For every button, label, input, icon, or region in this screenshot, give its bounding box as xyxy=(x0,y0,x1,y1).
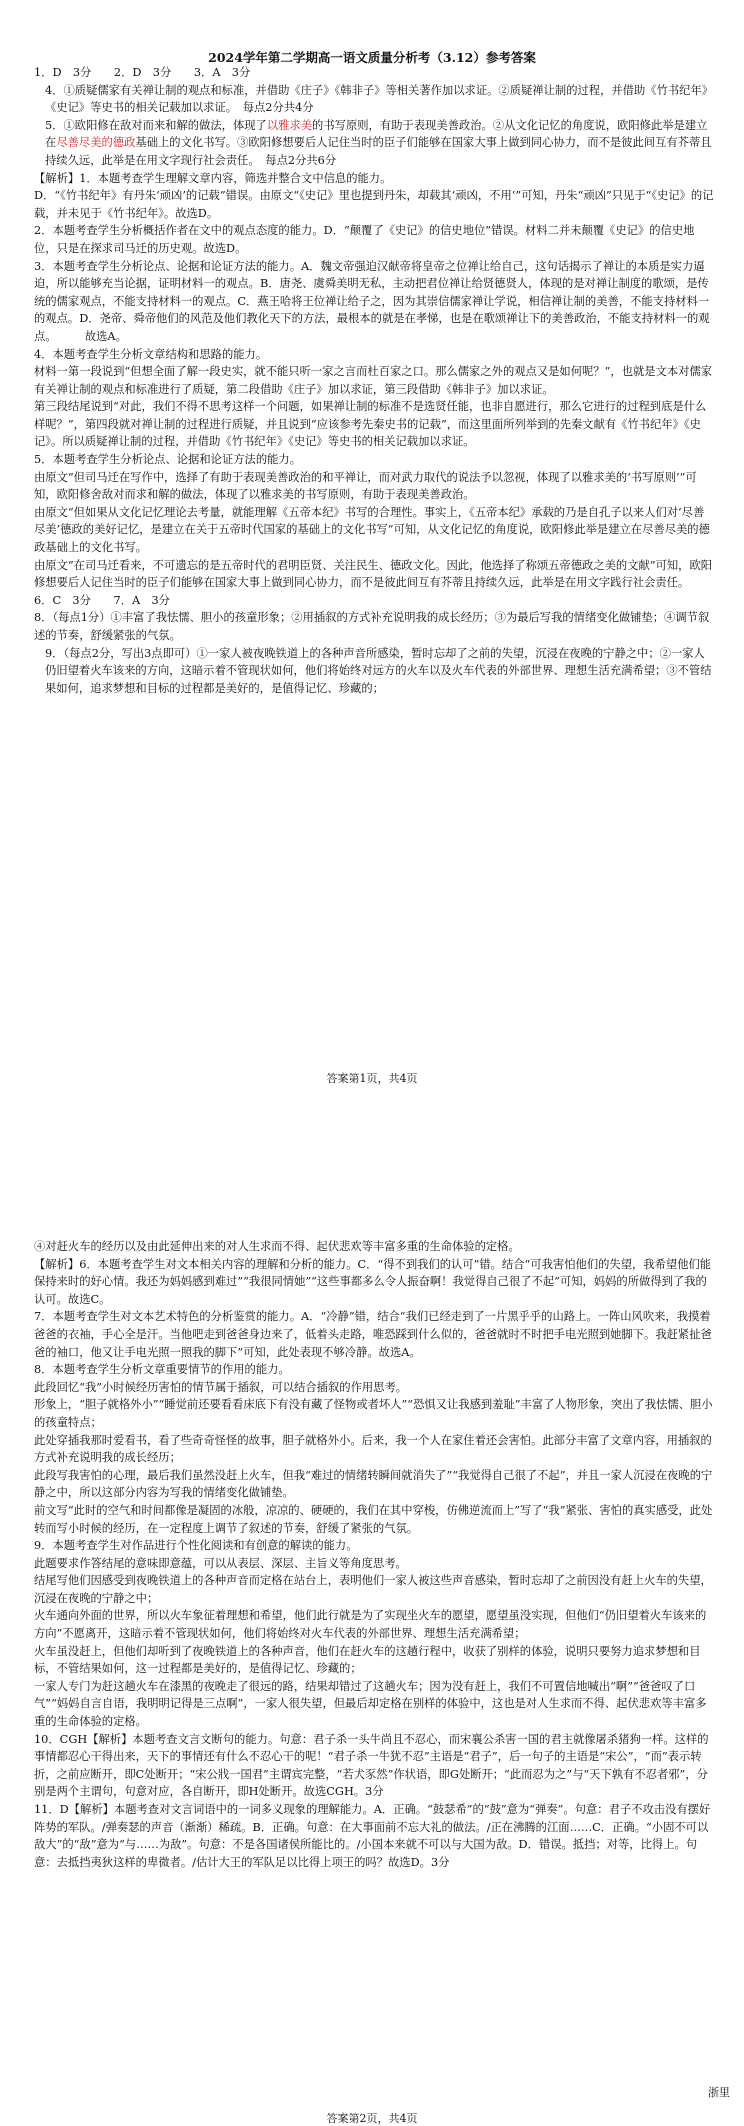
page-1-content xyxy=(34,64,714,697)
page-footer: 答案第1页，共4页 xyxy=(326,1072,418,1085)
analysis-paragraph: 形象上，“胆子就格外小”“睡觉前还要看看床底下有没有藏了怪物或者坏人”“恐惧又让我感到羞耻”丰富了人物形象，突出了我怯懦、胆小的孩童特点； xyxy=(34,1398,713,1429)
analysis-paragraph: 火车通向外面的世界，所以火车象征着理想和希望，他们此行就是为了实现坐火车的愿望，愿望虽没实现，但他们“仍旧望着火车该来的方向”不愿离开，这暗示着不管现状如何，他们将始终对火车代表的外部世界、理想生活充满希望； xyxy=(34,1609,707,1641)
answer-page-2 xyxy=(0,1100,744,2125)
analysis-paragraph: 由原文“在司马迁看来，不可遗忘的是五帝时代的君明臣贤、关注民生、德政文化。因此，他选择了称颂五帝德政之美的文献”可知，欧阳修想要后人记住当时的臣子们能够在国家大事上做到同心协力，而不是彼此间互有芥蒂且持续久远，此举是在用文字践行社会责任。 xyxy=(34,558,713,590)
analysis-paragraph: 此处穿插我那时爱看书，看了些奇奇怪怪的故事，胆子就格外小。后来，我一个人在家住着还会害怕。此部分丰富了文章内容，用插叙的方式补充说明我的成长经历； xyxy=(34,1433,712,1465)
answer-line: 1．D 3分 2．D 3分 3．A 3分 xyxy=(34,66,251,79)
analysis-heading: 【解析】1．本题考查学生理解文章内容，筛选并整合文中信息的能力。 xyxy=(34,171,392,185)
analysis-paragraph: 9．本题考查学生对作品进行个性化阅读和有创意的解读的能力。 xyxy=(34,1539,358,1553)
analysis-paragraph: 7．本题考查学生对文本艺术特色的分析鉴赏的能力。A．“冷静”错，结合“我们已经走到了一片黑乎乎的山路上。一阵山风吹来，我摸着爸爸的衣袖，手心全是汗。当他吧走到爸爸身边来了，低着头走路，唯恐踩到什么似的，爸爸就时不时把手电光照到她脚下。我赶紧扯爸爸的袖口，他又让手电光照一照我的脚下”可知，此处表现不够冷静。故选A。 xyxy=(34,1310,712,1359)
answer-q9: 9．（每点2分，写出3点即可）①一家人被夜晚铁道上的各种声音所感染，暂时忘却了之前的失望，沉浸在夜晚的宁静之中；②一家人仍旧望着火车该来的方向，这暗示着不管现状如何，他们将始终对远方的火车以及火车代表的外部世界、理想生活充满希望；③不管结果如何，追求梦想和目标的过程都是美好的，是值得记忆、珍藏的； xyxy=(45,646,712,695)
analysis-paragraph: 此段回忆“我”小时候经历害怕的情节属于插叙，可以结合插叙的作用思考。 xyxy=(34,1380,408,1394)
answer-q9-cont: ④对赶火车的经历以及由此延伸出来的对人生求而不得、起伏悲欢等丰富多重的生命体验的定格。 xyxy=(34,1240,520,1253)
answer-q4: 4．①质疑儒家有关禅让制的观点和标准，并借助《庄子》《韩非子》等相关著作加以求证。②质疑禅让制的过程，并借助《竹书纪年》《史记》等史书的相关记载加以求证。 每点2分共4分 xyxy=(45,83,714,115)
corner-label: 浙里 xyxy=(708,2086,730,2099)
page-2-content xyxy=(34,1238,714,1871)
highlight-text: 以雅求美 xyxy=(266,118,313,132)
analysis-paragraph: 火车虽没赶上，但他们却听到了夜晚铁道上的各种声音，他们在赶火车的这趟行程中，收获了别样的体验，说明只要努力追求梦想和目标，不管结果如何，这一过程都是美好的，是值得记忆、珍藏的； xyxy=(34,1644,701,1676)
analysis-paragraph: 材料一第一段说到“但想全面了解一段史实，就不能只听一家之言而杜百家之口。那么儒家之外的观点又是如何呢？”，也就是文本对儒家有关禅让制的观点和标准进行了质疑，第二段借助《庄子》加以求证，第三段借助《韩非子》加以求证。 xyxy=(34,365,713,396)
analysis-paragraph: 结尾写他们因感受到夜晚铁道上的各种声音而定格在站台上，表明他们一家人被这些声音感染，暂时忘却了之前因没有赶上火车的失望，沉浸在夜晚的宁静之中； xyxy=(34,1574,712,1605)
analysis-paragraph: 由原文“但如果从文化记忆理论去考量，就能理解《五帝本纪》书写的合理性。事实上，《五帝本纪》承载的乃是自孔子以来人们对‘尽善尽美’德政的美好记忆，是建立在关于五帝时代国家的基础上的文化书写”可知，从文化记忆的角度说，欧阳修此举是建立在尽善尽美的德政基础上的文化书写。 xyxy=(34,505,710,555)
analysis-paragraph: 此题要求作答结尾的意味即意蕴，可以从表层、深层、主旨义等角度思考。 xyxy=(34,1556,407,1570)
analysis-paragraph: 5．本题考查学生分析论点、论据和论证方法的能力。 xyxy=(34,453,302,467)
analysis-paragraph: D．“《竹书纪年》有丹朱‘顽凶’的记载”错误。由原文“《史记》里也提到丹朱，却载其‘顽凶，不用’”可知，丹朱“顽凶”只见于“《史记》的记载，并未见于《竹书纪年》。故选D。 xyxy=(34,189,714,220)
document-title: 2024学年第二学期高一语文质量分析考（3.12）参考答案 xyxy=(208,50,536,65)
analysis-paragraph: 此段写我害怕的心理，最后我们虽然没赶上火车，但我“难过的情绪转瞬间就消失了”“我觉得自己很了不起”，并且一家人沉浸在夜晚的宁静之中，所以这部分内容为写我的情绪变化做铺垫。 xyxy=(34,1468,713,1500)
page-footer: 答案第2页，共4页 xyxy=(326,2112,418,2125)
analysis-paragraph: 2．本题考查学生分析概括作者在文中的观点态度的能力。D．“颠覆了《史记》的信史地位”错误。材料二并未颠覆《史记》的信史地位，只是在探求司马迁的历史观。故选D。 xyxy=(34,224,695,255)
analysis-paragraph: 由原文“但司马迁在写作中，选择了有助于表现美善政治的和平禅让，而对武力取代的说法予以忽视，体现了以雅求美的‘书写原则’”可知，欧阳修舍敌对而求和解的做法，体现了以雅求美的书写原则，有助于表现美善政治。 xyxy=(34,470,697,502)
answer-q5: 5．①欧阳修在敌对而来和解的做法，体现了以雅求美的书写原则，有助于表现美善政治。②从文化记忆的角度说，欧阳修此举是建立在尽善尽美的德政基础上的文化书写。③欧阳修想要后人记住当时的臣子们能够在国家大事上做到同心协力，而不是彼此间互有芥蒂且持续久远，此举是在用文字现行社会责任。 每点2分共6分 xyxy=(45,118,712,167)
analysis-paragraph: 8．本题考查学生分析文章重要情节的作用的能力。 xyxy=(34,1363,290,1377)
analysis-paragraph: 前文写“此时的空气和时间都像是凝固的冰般，凉凉的、硬硬的，我们在其中穿梭，仿佛逆流而上”写了“我”紧张、害怕的真实感受，此处转而写小时候的经历，在一定程度上调节了叙述的节奏，舒缓了紧张的气氛。 xyxy=(34,1503,713,1535)
answer-q8: 8．（每点1分）①丰富了我怯懦、胆小的孩童形象；②用插叙的方式补充说明我的成长经历；③为最后写我的情绪变化做铺垫；④调节叙述的节奏，舒缓紧张的气氛。 xyxy=(34,611,710,642)
analysis-paragraph: 3．本题考查学生分析论点、论据和论证方法的能力。A．魏文帝强迫汉献帝将皇帝之位禅让给自己，这句话揭示了禅让的本质是实力逼迫，所以能够充当论据，证明材料一的观点。B．唐尧、虞舜美明无私，主动把君位禅让给贤德贤人，体现的是对禅让制度的歌颂，是传统的儒家观点，不能支持材料一的观点。C．燕王哈将王位禅让给子之，因为其崇信儒家禅让学说，相信禅让制的美善，不能支持材料一的观点。D．尧帝、舜帝他们的风范及他们教化天下的方法，最根本的就是在孝悌，也是在歌颂禅让下的美善政治，不能支持材料一的观点。 故选A。 xyxy=(34,259,710,343)
answer-q11: 11．D【解析】本题考查对文言词语中的一词多义现象的理解能力。A．正确。“鼓瑟希”的“鼓”意为“弹奏”。句意：君子不攻击没有摆好阵势的军队。/弹奏瑟的声音（渐渐）稀疏。B．正确。句意：在大事面前不忘大礼的做法。/正在沸腾的江面……C．正确。“小固不可以敌大”的“敌”意为“与……为敌”。句意：不是各国诸侯所能比的。/小国本来就不可以与大国为敌。D．错误。抵挡；对等，比得上。句意：去抵挡夷狄这样的卑微者。/估计大王的军队足以比得上项王的吗？故选D。3分 xyxy=(34,1803,711,1869)
analysis-paragraph: 一家人专门为赶这趟火车在漆黑的夜晚走了很远的路，结果却错过了这趟火车；因为没有赶上，我们不可置信地喊出“啊”“爸爸叹了口气”“妈妈自言自语，我明明记得是三点啊”，一家人很失望，但最后却定格在别样的体验中，这也是对人生求而不得、起伏悲欢等丰富多重的生命体验的定格。 xyxy=(34,1679,707,1729)
highlight-text: 尽善尽美的德政 xyxy=(56,136,136,150)
analysis-paragraph: 【解析】6．本题考查学生对文本相关内容的理解和分析的能力。C．“得不到我们的认可”错。结合“可我害怕他们的失望，我希望他们能保持来时的好心情。我还为妈妈感到难过”“我很同情她”“这些事都多么令人振奋啊！我觉得自己很了不起”可知，妈妈的所做得到了我的认可。故选C。 xyxy=(34,1257,712,1306)
analysis-paragraph: 第三段结尾说到“对此，我们不得不思考这样一个问题，如果禅让制的标准不是选贤任能，也非自愿进行，那么它进行的过程到底是什么样呢？”，第四段就对禅让制的过程进行质疑，并且说到“应该参考先秦史书的记载”，而这里面所列举到的先秦文献有《竹书纪年》《史记》。所以质疑禅让制的过程，并借助《竹书纪年》《史记》等史书的相关记载加以求证。 xyxy=(34,400,707,449)
analysis-paragraph: 4．本题考查学生分析文章结构和思路的能力。 xyxy=(34,347,268,361)
answer-q10: 10．CGH【解析】本题考查文言文断句的能力。句意：君子杀一头牛尚且不忍心，而宋襄公杀害一国的君主就像屠杀猪狗一样。这样的事情都忍心干得出来，天下的事情还有什么不忍心干的呢！“君子杀一牛犹不忍”主语是“君子”，后一句子的主语是“宋公”，“而”表示转折，之前应断开，即C处断开；“宋公戕一国君”主谓宾完整，“若犬豕然”作状语，即G处断开；“此而忍为之”与“天下孰有不忍者邪”，分别是两个主谓句，句意对应，各自断开，即H处断开。故选CGH。3分 xyxy=(34,1732,709,1799)
answer-line: 6．C 3分 7．A 3分 xyxy=(34,593,170,607)
